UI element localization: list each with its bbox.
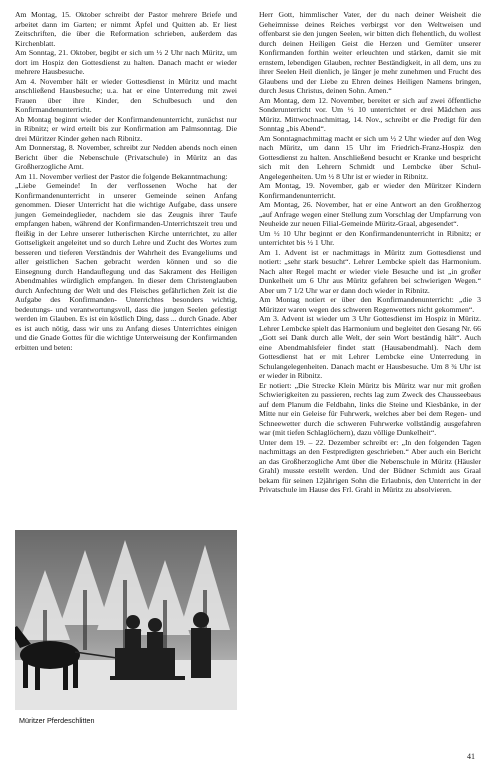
paragraph: Am 4. November hält er wieder Gottesdienst in Müritz und macht anschließend Hausbesuche; u.a. hat er eine Unterredung mit zwei Frauen über ihre Kinder, den Schulbesuch und den Konfirmandenunterricht. — [15, 76, 237, 114]
paragraph: Am Sonntag, 21. Oktober, begibt er sich um ½ 2 Uhr nach Müritz, um dort im Hospiz den Gottesdienst zu halten. Danach macht er wieder mehrere Hausbesuche. — [15, 48, 237, 76]
paragraph: Am Montag, 15. Oktober schreibt der Pastor mehrere Briefe und arbeitet dann im Garten; er nimmt Äpfel und Quitten ab. Er liest Zeitschriften, die über die Reformation schrieben, außerdem das Kirchenblatt. — [15, 10, 237, 48]
paragraph: Am Sonntagnachmittag macht er sich um ½ 2 Uhr wieder auf den Weg nach Müritz, um dann 15 Uhr im Friedrich-Franz-Hospiz den Gottesdienst zu halten. Anschließend besucht er Kranke und bespricht sich mit den Lehrern Schmidt und Lembcke über Schul-Angelegenheiten. Um ½ 8 Uhr ist er wieder in Ribnitz. — [259, 133, 481, 181]
horse-sleigh-photo — [15, 530, 237, 730]
paragraph: Am Montag, 19. November, gab er wieder den Müritzer Kindern Konfirmandenunterricht. — [259, 181, 481, 200]
paragraph: Ab Montag beginnt wieder der Konfirmandenunterricht, zunächst nur in Ribnitz; er wird erteilt bis zur Konfirmation am Palmsonntag. Die drei Müritzer Kinder gehen nach Ribnitz. — [15, 114, 237, 143]
paragraph: Am Montag notiert er über den Konfirmandenunterricht: „die 3 Müritzer waren wegen des schweren Regenwetters nicht gekommen“. — [259, 295, 481, 314]
photo-caption: Müritzer Pferdeschlitten — [19, 716, 95, 725]
page-number: 41 — [467, 752, 475, 761]
paragraph: Er notiert: „Die Strecke Klein Müritz bis Müritz war nur mit großen Schwierigkeiten zu passieren, rechts lag zum Zweck des Chausseebaus auf dem Planum die Feldbahn, links die Steine und Kiesbänke, in der Mitte nur ein Geleise für Fuhrwerk, welches aber bei dem Regen- und Schneewetter durch die schweren Fuhrwerke vollständig ausgefahren war (mit tiefen Schlaglöchern), dazu völlige Dunkelheit“. — [259, 380, 481, 437]
paragraph: Am Montag, dem 12. November, bereitet er sich auf zwei öffentliche Sonderunterricht vor. Um ½ 10 unterrichtet er drei Mädchen aus Müritz. Mittwochnachmittag, 14. Nov., schreibt er die Predigt für den Sonntag „bis Abend“. — [259, 95, 481, 133]
paragraph: Am Montag, 26. November, hat er eine Antwort an den Großherzog „auf Anfrage wegen einer Stellung zum Vorschlag der Umpfarrung von Neuheide zur neuen Filial-Gemeinde Müritz-Graal, abgesendet“. — [259, 200, 481, 228]
quoted-announcement: „Liebe Gemeinde! In der verflossenen Woche hat der Konfirmandenunterricht in unserer Gemeinde seinen Anfang genommen. Dieser Unterricht hat die wichtige Aufgabe, dass unsere jungen Gemeindeglieder, nachdem sie das Zeugnis ihrer Taufe empfangen haben, während der Konfirmanden-Unterrichtszeit treu und fleißig in der Lehre unserer lutherischen Kirche unterrichtet, zu aller Gottseligkeit angeleitet und so durch Lehre und Zucht des Wortes zum besseren und tieferen Verständnis der Wahrheit des Evangeliums und aller geistlichen Sachen gebracht werden können und so die Einsegnung durch Handauflegung und das Sakrament des Heiligen Abendmahles würdiglich empfangen. In dieser dem Christenglauben durch Anfechtung der Welt und des Fleisches gefährlichen Zeit ist die Aufgabe des Konfirmanden- Unterrichtes besonders wichtig, bedeutungs- und verantwortungsvoll, dass die jungen Seelen gefestigt werden im Glauben. Es ist ein köstlich Ding, dass ... durch Gnade. Aber es ist auch nötig, dass wir uns zu Anfang dieses Unterrichtes einigen und die Gnade Gottes für die wichtige Unterweisung der Konfirmanden erbitten und beten: — [15, 181, 237, 352]
paragraph: Um ½ 10 Uhr beginnt er den Konfirmandenunterricht in Ribnitz; er unterrichtet bis ½ 1 Uhr. — [259, 228, 481, 247]
photo-image — [15, 530, 237, 730]
paragraph: Am 3. Advent ist wieder um 3 Uhr Gottesdienst im Hospiz in Müritz. Lehrer Lembcke spielt das Harmonium und begleitet den Gesang Nr. 66 „Gott sei Dank durch alle Welt, der sein Wort beständig hält“. Auch eine Abendmahlsfeier findet statt (Hausabendmahl). Nach dem Gottesdienst hat er mit Lehrer Lembcke eine Unterredung in Schulangelegenheiten. Danach macht er Hausbesuche. Um 8 ¾ Uhr ist er wieder in Ribnitz. — [259, 314, 481, 380]
paragraph: Unter dem 19. – 22. Dezember schreibt er: „In den folgenden Tagen nachmittags an den Festpredigten geschrieben.“ Aber auch ein Bericht an das Großherzogliche Amt über die Nebenschule in Müritz (Häusler Grahl) musste erstellt werden. Und der Büdner Schmidt aus Graal bekam für seinen 12jährigen Sohn die Erlaubnis, den Unterricht in der Privatschule im Hause des Frl. Grahl in Müritz zu absolvieren. — [259, 437, 481, 494]
right-text-column — [259, 10, 481, 495]
paragraph: Am Donnerstag, 8. November, schreibt zur Nedden abends noch einen Bericht über die Nebenschule (Privatschule) in Müritz an das Großherzogliche Amt. — [15, 143, 237, 171]
paragraph: Am 11. November verliest der Pastor die folgende Bekanntmachung: — [15, 171, 228, 181]
paragraph: Herr Gott, himmlischer Vater, der du nach deiner Weisheit die Geheimnisse deines Reiches verbirgst vor den Weltweisen und offenbarst sie den jungen Seelen, wir bitten dich flehentlich, du wollest durch deinen Heiligen Geist die Herzen und Gemüter unserer Konfirmanden forthin weiter erleuchten und stärken, damit sie mit ernstem, lebendigen Glauben, rechter Beständigkeit, in all dem, uns zu ihrer Seelen Heil dienlich, je länger je mehr zunehmen und Frucht des Glaubens und der Liebe zu Ehren deines Heiligen Namens bringen, durch Jesus Christus, deinen Sohn. Amen.“ — [259, 10, 481, 95]
paragraph: Am 1. Advent ist er nachmittags in Müritz zum Gottesdienst und notiert: „sehr stark besucht“. Lehrer Lembcke spielt das Harmonium. Nach alter Regel macht er wieder viele Besuche und ist „in großer Dunkelheit um 6 Uhr aus Müritz gefahren bei schwierigen Wegen.“ Aber um 7 1/2 Uhr war er dann doch wieder in Ribnitz. — [259, 247, 481, 295]
left-text-column — [15, 10, 237, 352]
